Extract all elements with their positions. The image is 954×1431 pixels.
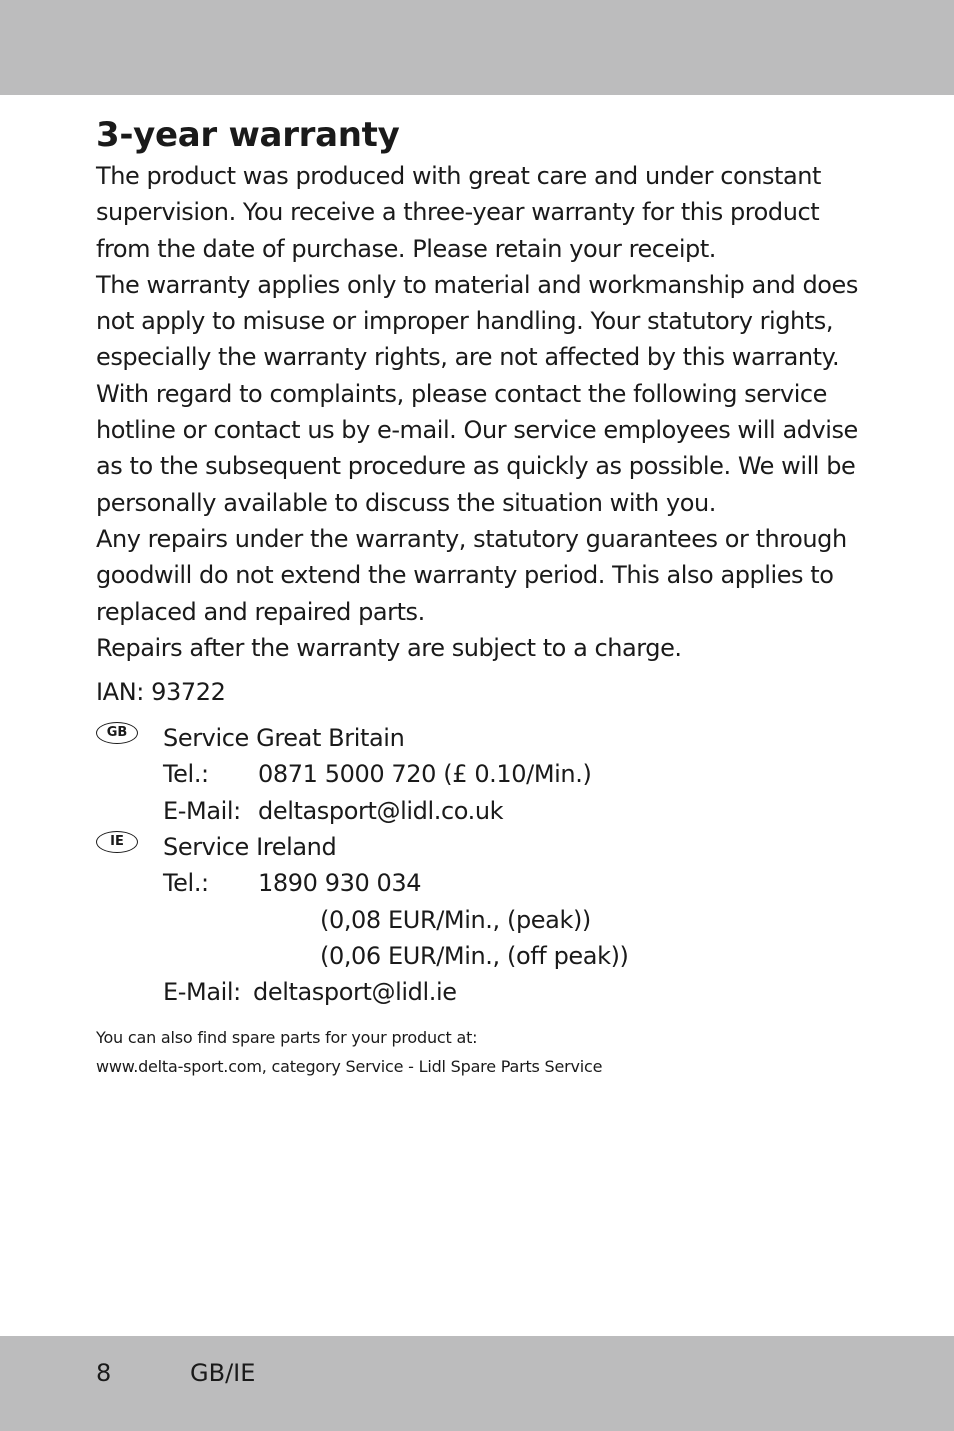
footer-band — [0, 1336, 954, 1431]
mail-label: E-Mail: — [163, 796, 241, 825]
ie-country-badge-icon: IE — [96, 831, 138, 853]
service-contacts — [96, 720, 876, 1010]
service-gb-tel-line — [163, 756, 876, 792]
service-ie-mail-line — [163, 974, 876, 1010]
service-gb-name: Service Great Britain — [163, 724, 405, 753]
service-gb-tel: 0871 5000 720 (£ 0.10/Min.) — [258, 760, 592, 789]
page-number: 8 — [96, 1359, 112, 1387]
service-ie-mail-link[interactable]: deltasport@lidl.ie — [253, 978, 457, 1007]
service-ie-tel-line — [163, 865, 876, 901]
service-ie-tel-peak-line — [163, 902, 876, 938]
service-gb-mail-link[interactable]: deltasport@lidl.co.uk — [258, 796, 504, 825]
mail-label: E-Mail: — [163, 978, 241, 1007]
spare-parts-line1: You can also find spare parts for your product at: — [96, 1027, 478, 1047]
spare-parts-note — [96, 1023, 876, 1081]
language-code: GB/IE — [190, 1359, 256, 1387]
service-ie-tel-offpeak: (0,06 EUR/Min., (off peak)) — [320, 941, 629, 970]
service-ie-tel: 1890 930 034 — [258, 869, 422, 898]
spare-parts-line2-link[interactable]: www.delta-sport.com, category Service - Lidl Spare Parts Service — [96, 1056, 603, 1076]
service-ie-tel-peak: (0,08 EUR/Min., (peak)) — [320, 905, 591, 934]
service-ie-name: Service Ireland — [163, 833, 337, 862]
service-gb-mail-line — [163, 793, 876, 829]
header-band — [0, 0, 954, 95]
service-ie — [96, 829, 876, 865]
paragraph-repairs: Any repairs under the warranty, statutory guarantees or through goodwill do not extend the warranty period. This also applies to replaced and repaired parts. — [96, 524, 847, 626]
paragraph-care: The product was produced with great care and under constant supervision. You receive a three-year warranty for this product from the date of purchase. Please retain your receipt. — [96, 162, 821, 263]
gb-country-badge-icon: GB — [96, 722, 138, 744]
paragraph-complaints: With regard to complaints, please contact the following service hotline or contact us by e-mail. Our service employees will advise as to the subsequent procedure as quickly as possible. We will be personally available to discuss the situation with you. — [96, 379, 858, 517]
page-title: 3-year warranty — [96, 115, 400, 155]
service-ie-tel-offpeak-line — [163, 938, 876, 974]
tel-label: Tel.: — [163, 760, 209, 789]
paragraph-scope: The warranty applies only to material and workmanship and does not apply to misuse or improper handling. Your statutory rights, especially the warranty rights, are not affected by this warranty. — [96, 270, 858, 372]
warranty-section — [96, 112, 876, 1081]
service-gb — [96, 720, 876, 756]
paragraph-charge: Repairs after the warranty are subject to a charge. — [96, 633, 682, 662]
ian-number: IAN: 93722 — [96, 678, 226, 707]
tel-label: Tel.: — [163, 869, 209, 898]
